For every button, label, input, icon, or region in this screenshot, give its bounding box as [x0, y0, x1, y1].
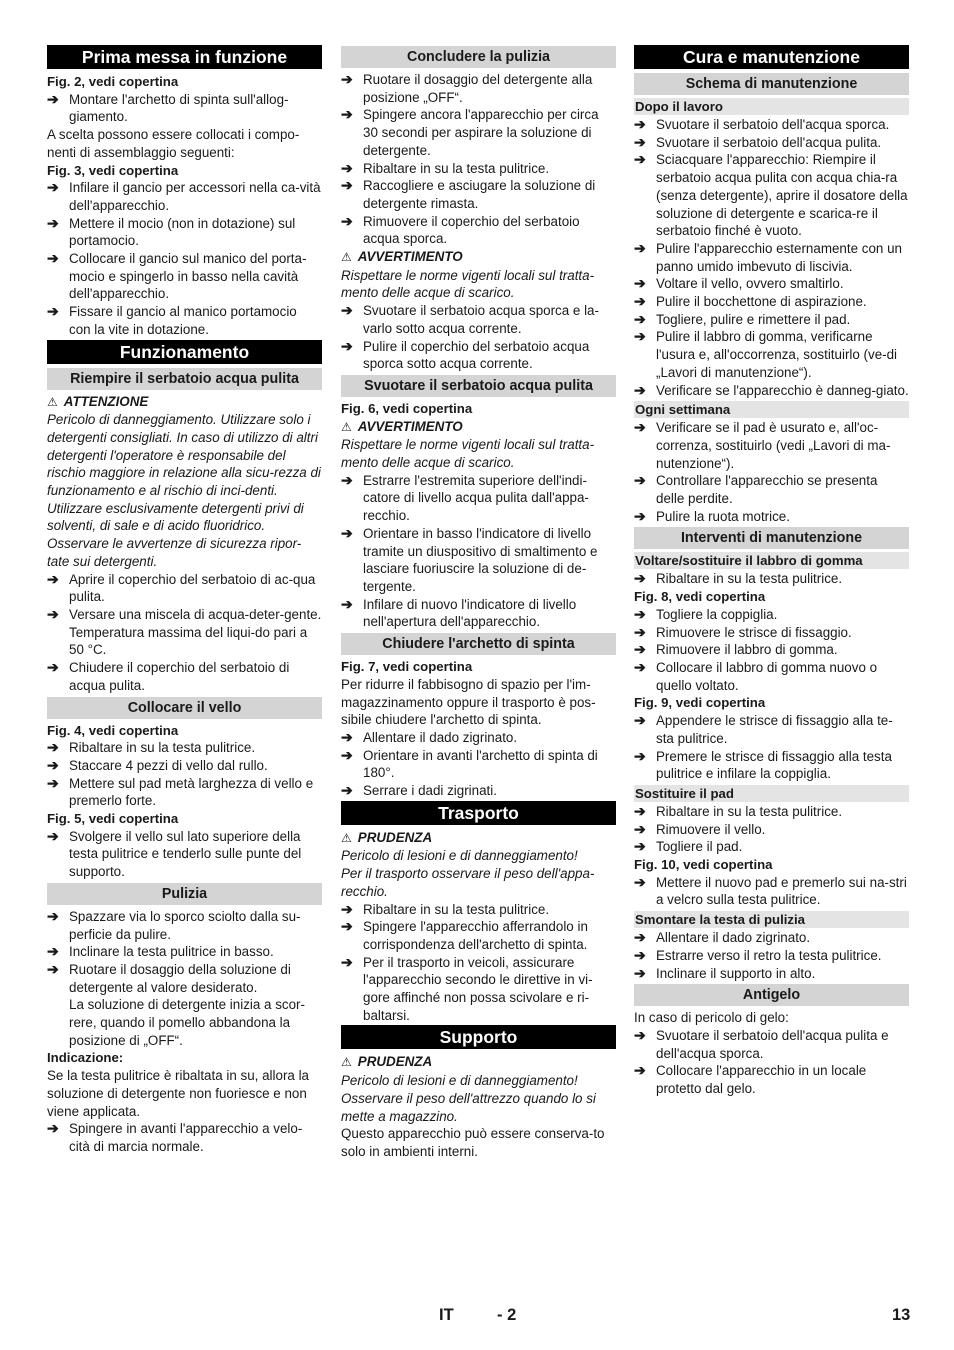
arrow-right-icon: ➔	[341, 337, 353, 354]
arrow-right-icon: ➔	[341, 953, 353, 970]
list-item-continuation: La soluzione di detergente inizia a scor-rere, quando il pomello abbandona la posizione di „OFF“.	[69, 997, 305, 1048]
list-item-text: Spingere ancora l'apparecchio per circa 30 secondi per aspirare la soluzione di detergente.	[363, 107, 599, 158]
list-item	[634, 606, 909, 624]
list-item-text: Pulire la ruota motrice.	[656, 508, 790, 524]
list-item-text: Montare l'archetto di spinta sull'allog-giamento.	[69, 91, 289, 125]
list-item-text: Togliere, pulire e rimettere il pad.	[656, 311, 851, 327]
warning-label: AVVERTIMENTO	[357, 249, 463, 265]
section-heading: Trasporto	[341, 801, 616, 825]
list-item-text: Versare una miscela di acqua-deter-gente. Temperatura massima del liqui-do pari a 50 °C.	[69, 606, 322, 658]
list-item	[634, 965, 909, 983]
list-item-text: Svuotare il serbatoio acqua sporca e la-varlo sotto acqua corrente.	[363, 303, 599, 336]
subsection-heading: Riempire il serbatoio acqua pulita	[47, 368, 322, 390]
minor-heading: Ogni settimana	[634, 401, 909, 418]
subsection-heading: Collocare il vello	[47, 697, 322, 719]
arrow-right-icon: ➔	[47, 214, 59, 231]
list-item-text: Mettere il mocio (non in dotazione) sul portamocio.	[69, 215, 296, 249]
list-item-text: Infilare il gancio per accessori nella ca-vità dell'apparecchio.	[69, 180, 321, 213]
arrow-right-icon: ➔	[47, 943, 59, 960]
arrow-right-icon: ➔	[634, 151, 646, 168]
arrow-right-icon: ➔	[634, 623, 646, 640]
footer-page-sequence: - 2	[497, 1306, 517, 1324]
subsection-heading: Interventi di manutenzione	[634, 527, 909, 549]
list-item	[341, 782, 616, 800]
arrow-right-icon: ➔	[341, 302, 353, 319]
figure-reference: Fig. 9, vedi copertina	[634, 695, 766, 711]
list-item	[634, 803, 909, 821]
list-item-text: Allentare il dado zigrinato.	[656, 930, 811, 946]
list-item	[634, 472, 909, 507]
arrow-right-icon: ➔	[634, 873, 646, 890]
section-heading: Prima messa in funzione	[47, 45, 322, 69]
subsection-heading: Antigelo	[634, 984, 909, 1006]
warning-text: Pericolo di lesioni e di danneggiamento!	[341, 848, 578, 864]
figure-reference: Fig. 7, vedi copertina	[341, 659, 473, 675]
warning-label: ATTENZIONE	[63, 393, 149, 409]
list-item	[634, 116, 909, 134]
warning-text: Per il trasporto osservare il peso dell'appa-recchio.	[341, 866, 595, 899]
arrow-right-icon: ➔	[47, 179, 59, 196]
list-item-text: Togliere la coppiglia.	[656, 606, 778, 622]
list-item	[634, 382, 909, 400]
list-item-text: Aprire il coperchio del serbatoio di ac-qua pulita.	[69, 571, 316, 605]
list-item-text: Voltare il vello, ovvero smaltirlo.	[656, 276, 844, 292]
list-item	[47, 943, 322, 961]
arrow-right-icon: ➔	[47, 739, 59, 756]
arrow-right-icon: ➔	[341, 595, 353, 612]
list-item	[634, 508, 909, 526]
paragraph: Se la testa pulitrice è ribaltata in su, allora la soluzione di detergente non fuoriesce e non viene applicata.	[47, 1068, 310, 1119]
footer-language: IT	[439, 1306, 454, 1324]
arrow-right-icon: ➔	[47, 1120, 59, 1137]
list-item-text: Chiudere il coperchio del serbatoio di acqua pulita.	[69, 660, 290, 693]
warning-triangle-icon: ⚠	[341, 250, 352, 265]
figure-reference: Fig. 6, vedi copertina	[341, 400, 473, 416]
figure-reference: Fig. 2, vedi copertina	[47, 74, 179, 89]
list-item	[634, 748, 909, 783]
subsection-heading: Pulizia	[47, 883, 322, 905]
list-item-text: Ruotare il dosaggio del detergente alla posizione „OFF“.	[363, 72, 593, 105]
column-2	[341, 44, 616, 1161]
list-item	[634, 275, 909, 293]
list-item	[341, 177, 616, 212]
figure-reference: Fig. 4, vedi copertina	[47, 722, 179, 738]
subsection-heading: Schema di manutenzione	[634, 73, 909, 95]
warning-triangle-icon: ⚠	[341, 419, 352, 434]
figure-reference: Indicazione:	[47, 1050, 124, 1066]
warning-heading	[341, 418, 616, 437]
arrow-right-icon: ➔	[341, 177, 353, 194]
arrow-right-icon: ➔	[634, 838, 646, 855]
arrow-right-icon: ➔	[47, 907, 59, 924]
list-item-text: Ruotare il dosaggio della soluzione di detergente al valore desiderato.	[69, 961, 291, 995]
warning-heading	[341, 248, 616, 267]
list-item	[341, 901, 616, 919]
paragraph: In caso di pericolo di gelo:	[634, 1010, 789, 1026]
arrow-right-icon: ➔	[634, 658, 646, 675]
arrow-right-icon: ➔	[634, 381, 646, 398]
column-3	[634, 44, 909, 1098]
list-item-text: Orientare in basso l'indicatore di livello tramite un diuspositivo di smaltimento e lasciare fuoriuscire la soluzione di de-tergente.	[363, 525, 598, 594]
list-item-text: Pulire l'apparecchio esternamente con un panno umido imbevuto di liscivia.	[656, 240, 902, 274]
list-item-text: Per il trasporto in veicoli, assicurare l'apparecchio secondo le direttive in vi-gore affinché non possa scivolare e ri-baltarsi.	[363, 954, 593, 1023]
list-item-text: Svuotare il serbatoio dell'acqua pulita.	[656, 134, 882, 150]
list-item-text: Collocare il gancio sul manico del porta-mocio e spingerlo in basso nella cavità dell'apparecchio.	[69, 251, 307, 302]
warning-heading	[341, 829, 616, 848]
list-item	[634, 570, 909, 588]
subsection-heading: Svuotare il serbatoio acqua pulita	[341, 375, 616, 397]
arrow-right-icon: ➔	[634, 929, 646, 946]
list-item	[634, 874, 909, 909]
list-item	[341, 472, 616, 525]
list-item	[47, 828, 322, 881]
list-item-text: Rimuovere le strisce di fissaggio.	[656, 624, 852, 640]
arrow-right-icon: ➔	[634, 239, 646, 256]
arrow-right-icon: ➔	[341, 728, 353, 745]
arrow-right-icon: ➔	[634, 1062, 646, 1079]
list-item-text: Mettere il nuovo pad e premerlo sui na-stri a velcro sulla testa pulitrice.	[656, 874, 907, 908]
list-item	[341, 71, 616, 106]
footer-page-number: 13	[892, 1306, 911, 1324]
warning-heading	[341, 1053, 616, 1072]
list-item-text: Togliere il pad.	[656, 839, 743, 855]
warning-text: Rispettare le norme vigenti locali sul tratta-mento delle acque di scarico.	[341, 267, 595, 301]
section-heading: Cura e manutenzione	[634, 45, 909, 69]
arrow-right-icon: ➔	[341, 900, 353, 917]
list-item	[634, 624, 909, 642]
arrow-right-icon: ➔	[47, 250, 59, 267]
arrow-right-icon: ➔	[341, 918, 353, 935]
arrow-right-icon: ➔	[634, 641, 646, 658]
minor-heading: Voltare/sostituire il labbro di gomma	[634, 552, 909, 569]
list-item	[341, 213, 616, 248]
arrow-right-icon: ➔	[634, 275, 646, 292]
minor-heading: Dopo il lavoro	[634, 98, 909, 115]
list-item	[47, 961, 322, 996]
paragraph: Per ridurre il fabbisogno di spazio per l'im-magazzinamento oppure il trasporto è pos-sibile chiudere l'archetto di spinta.	[341, 676, 596, 728]
list-item-text: Rimuovere il coperchio del serbatoio acqua sporca.	[363, 213, 580, 247]
figure-reference: Fig. 10, vedi copertina	[634, 857, 773, 873]
list-item	[634, 1062, 909, 1097]
warning-triangle-icon: ⚠	[341, 830, 352, 845]
warning-label: PRUDENZA	[357, 829, 433, 845]
list-item	[634, 240, 909, 275]
arrow-right-icon: ➔	[47, 960, 59, 977]
list-item-text: Verificare se l'apparecchio è danneg-giato.	[656, 382, 909, 398]
list-item-text: Estrarre verso il retro la testa pulitrice.	[656, 947, 882, 963]
arrow-right-icon: ➔	[341, 71, 353, 87]
arrow-right-icon: ➔	[47, 90, 59, 107]
arrow-right-icon: ➔	[341, 212, 353, 229]
warning-text: Pericolo di lesioni e di danneggiamento!	[341, 1073, 578, 1089]
list-item-text: Ribaltare in su la testa pulitrice.	[363, 160, 550, 176]
warning-label: AVVERTIMENTO	[357, 418, 463, 434]
list-item	[341, 747, 616, 782]
list-item	[634, 151, 909, 240]
list-item-text: Staccare 4 pezzi di vello dal rullo.	[69, 757, 268, 773]
warning-text: Osservare le avvertenze di sicurezza ripor-tate sui detergenti.	[47, 536, 302, 569]
arrow-right-icon: ➔	[341, 106, 353, 123]
arrow-right-icon: ➔	[341, 782, 353, 799]
paragraph: A scelta possono essere collocati i compo-nenti di assemblaggio seguenti:	[47, 127, 300, 160]
list-item	[634, 293, 909, 311]
list-item	[634, 328, 909, 381]
list-item	[634, 712, 909, 747]
arrow-right-icon: ➔	[341, 159, 353, 176]
arrow-right-icon: ➔	[634, 964, 646, 981]
list-item	[634, 311, 909, 329]
list-item-text: Raccogliere e asciugare la soluzione di detergente rimasta.	[363, 178, 596, 211]
list-item	[47, 908, 322, 943]
list-item	[47, 571, 322, 606]
list-item	[47, 303, 322, 338]
arrow-right-icon: ➔	[47, 756, 59, 773]
list-item-text: Pulire il labbro di gomma, verificarne l'usura e, all'occorrenza, sostituirlo (ve-di „Lavori di manutenzione“).	[656, 329, 898, 380]
list-item	[341, 160, 616, 178]
list-item-text: Svolgere il vello sul lato superiore della testa pulitrice e tenderlo sulle punte del supporto.	[69, 828, 302, 880]
list-item-text: Spingere l'apparecchio afferrandolo in corrispondenza dell'archetto di spinta.	[363, 919, 588, 952]
list-item-text: Svuotare il serbatoio dell'acqua pulita e dell'acqua sporca.	[656, 1027, 889, 1061]
list-item	[634, 1027, 909, 1062]
list-item-text: Inclinare la testa pulitrice in basso.	[69, 944, 274, 960]
list-item-text: Verificare se il pad è usurato e, all'oc-correnza, sostituirlo (vedi „Lavori di ma-nutenzione“).	[656, 420, 891, 471]
list-item	[47, 91, 322, 126]
list-item-text: Ribaltare in su la testa pulitrice.	[656, 571, 843, 587]
list-item-text: Serrare i dadi zigrinati.	[363, 783, 497, 799]
arrow-right-icon: ➔	[634, 419, 646, 436]
arrow-right-icon: ➔	[47, 827, 59, 844]
list-item-text: Ribaltare in su la testa pulitrice.	[363, 901, 550, 917]
arrow-right-icon: ➔	[634, 802, 646, 819]
list-item-text: Appendere le strisce di fissaggio alla te-sta pulitrice.	[656, 713, 893, 746]
arrow-right-icon: ➔	[47, 605, 59, 622]
list-item-text: Rimuovere il vello.	[656, 821, 766, 837]
arrow-right-icon: ➔	[634, 605, 646, 622]
list-item-text: Estrarre l'estremita superiore dell'indi-catore di livello acqua pulita dall'appa-recchio.	[363, 472, 589, 524]
arrow-right-icon: ➔	[634, 472, 646, 489]
arrow-right-icon: ➔	[634, 747, 646, 764]
arrow-right-icon: ➔	[634, 712, 646, 729]
list-item-text: Ribaltare in su la testa pulitrice.	[656, 803, 843, 819]
list-item	[634, 838, 909, 856]
arrow-right-icon: ➔	[634, 293, 646, 310]
warning-triangle-icon: ⚠	[47, 394, 58, 409]
list-item	[634, 134, 909, 152]
arrow-right-icon: ➔	[47, 570, 59, 587]
list-item-text: Sciacquare l'apparecchio: Riempire il serbatoio acqua pulita con acqua chia-ra (senza detergente), aprire il dosatore della soluzione di detergente e scarica-re il serbatoio finché è vuoto.	[656, 152, 908, 239]
list-item	[47, 757, 322, 775]
list-item	[47, 215, 322, 250]
arrow-right-icon: ➔	[634, 116, 646, 132]
list-item-text: Spingere in avanti l'apparecchio a velo-cità di marcia normale.	[69, 1121, 303, 1154]
list-item-text: Inclinare il supporto in alto.	[656, 965, 816, 981]
list-item	[341, 106, 616, 159]
list-item	[47, 606, 322, 659]
figure-reference: Fig. 3, vedi copertina	[47, 162, 179, 178]
arrow-right-icon: ➔	[341, 524, 353, 541]
list-item	[341, 918, 616, 953]
list-item	[47, 739, 322, 757]
list-item	[634, 821, 909, 839]
warning-text: Rispettare le norme vigenti locali sul tratta-mento delle acque di scarico.	[341, 437, 595, 471]
list-item-text: Allentare il dado zigrinato.	[363, 729, 518, 745]
section-heading: Funzionamento	[47, 340, 322, 364]
list-item-text: Svuotare il serbatoio dell'acqua sporca.	[656, 117, 890, 132]
subsection-heading: Concludere la pulizia	[341, 46, 616, 68]
arrow-right-icon: ➔	[47, 659, 59, 676]
minor-heading: Sostituire il pad	[634, 785, 909, 802]
arrow-right-icon: ➔	[341, 471, 353, 488]
arrow-right-icon: ➔	[634, 946, 646, 963]
arrow-right-icon: ➔	[634, 570, 646, 587]
list-item	[341, 729, 616, 747]
list-item-text: Controllare l'apparecchio se presenta delle perdite.	[656, 473, 878, 507]
warning-text: Pericolo di danneggiamento. Utilizzare solo i detergenti consigliati. In caso di utilizzo di altri detergenti l'operatore è responsabile del rischio maggiore in relazione alla sicu-rezza di funzionamento e al rischio di inci-denti. Utilizzare esclusivamente detergenti privi di solventi, di sale e di acido fluoridrico.	[47, 412, 321, 534]
list-item	[341, 525, 616, 596]
list-item-text: Collocare l'apparecchio in un locale protetto dal gelo.	[656, 1063, 867, 1097]
column-1	[47, 44, 322, 1156]
warning-heading	[47, 393, 322, 412]
list-item	[47, 775, 322, 810]
arrow-right-icon: ➔	[47, 774, 59, 791]
list-item	[634, 947, 909, 965]
section-heading: Supporto	[341, 1025, 616, 1049]
list-item-text: Orientare in avanti l'archetto di spinta di 180°.	[363, 747, 598, 781]
arrow-right-icon: ➔	[47, 303, 59, 320]
arrow-right-icon: ➔	[634, 310, 646, 327]
list-item-text: Spazzare via lo sporco sciolto dalla su-perficie da pulire.	[69, 908, 301, 942]
list-item	[341, 302, 616, 337]
arrow-right-icon: ➔	[634, 328, 646, 345]
list-item	[341, 954, 616, 1025]
figure-reference: Fig. 8, vedi copertina	[634, 589, 766, 605]
warning-triangle-icon: ⚠	[341, 1055, 352, 1070]
minor-heading: Smontare la testa di pulizia	[634, 911, 909, 928]
warning-label: PRUDENZA	[357, 1054, 433, 1070]
list-item	[634, 659, 909, 694]
list-item	[634, 641, 909, 659]
list-item-text: Pulire il bocchettone di aspirazione.	[656, 294, 867, 310]
list-item-text: Pulire il coperchio del serbatoio acqua sporca sotto acqua corrente.	[363, 338, 590, 372]
list-item-text: Rimuovere il labbro di gomma.	[656, 642, 838, 658]
arrow-right-icon: ➔	[634, 820, 646, 837]
arrow-right-icon: ➔	[634, 1026, 646, 1043]
list-item-text: Fissare il gancio al manico portamocio con la vite in dotazione.	[69, 304, 297, 337]
arrow-right-icon: ➔	[634, 507, 646, 524]
subsection-heading: Chiudere l'archetto di spinta	[341, 633, 616, 655]
list-item	[341, 338, 616, 373]
list-item-text: Premere le strisce di fissaggio alla testa pulitrice e infilare la coppiglia.	[656, 748, 892, 782]
arrow-right-icon: ➔	[341, 746, 353, 763]
warning-text: Osservare il peso dell'attrezzo quando lo si mette a magazzino.	[341, 1090, 596, 1124]
list-item	[634, 419, 909, 472]
paragraph: Questo apparecchio può essere conserva-to solo in ambienti interni.	[341, 1126, 605, 1159]
list-item-text: Collocare il labbro di gomma nuovo o quello voltato.	[656, 659, 878, 693]
list-item-text: Mettere sul pad metà larghezza di vello e premerlo forte.	[69, 775, 314, 809]
list-item	[47, 659, 322, 694]
list-item-text: Infilare di nuovo l'indicatore di livello nell'apertura dell'apparecchio.	[363, 596, 577, 630]
list-item	[47, 1120, 322, 1155]
figure-reference: Fig. 5, vedi copertina	[47, 811, 179, 827]
list-item	[341, 596, 616, 631]
arrow-right-icon: ➔	[634, 133, 646, 150]
list-item	[47, 250, 322, 303]
list-item	[634, 929, 909, 947]
list-item	[47, 179, 322, 214]
list-item-text: Ribaltare in su la testa pulitrice.	[69, 740, 256, 756]
